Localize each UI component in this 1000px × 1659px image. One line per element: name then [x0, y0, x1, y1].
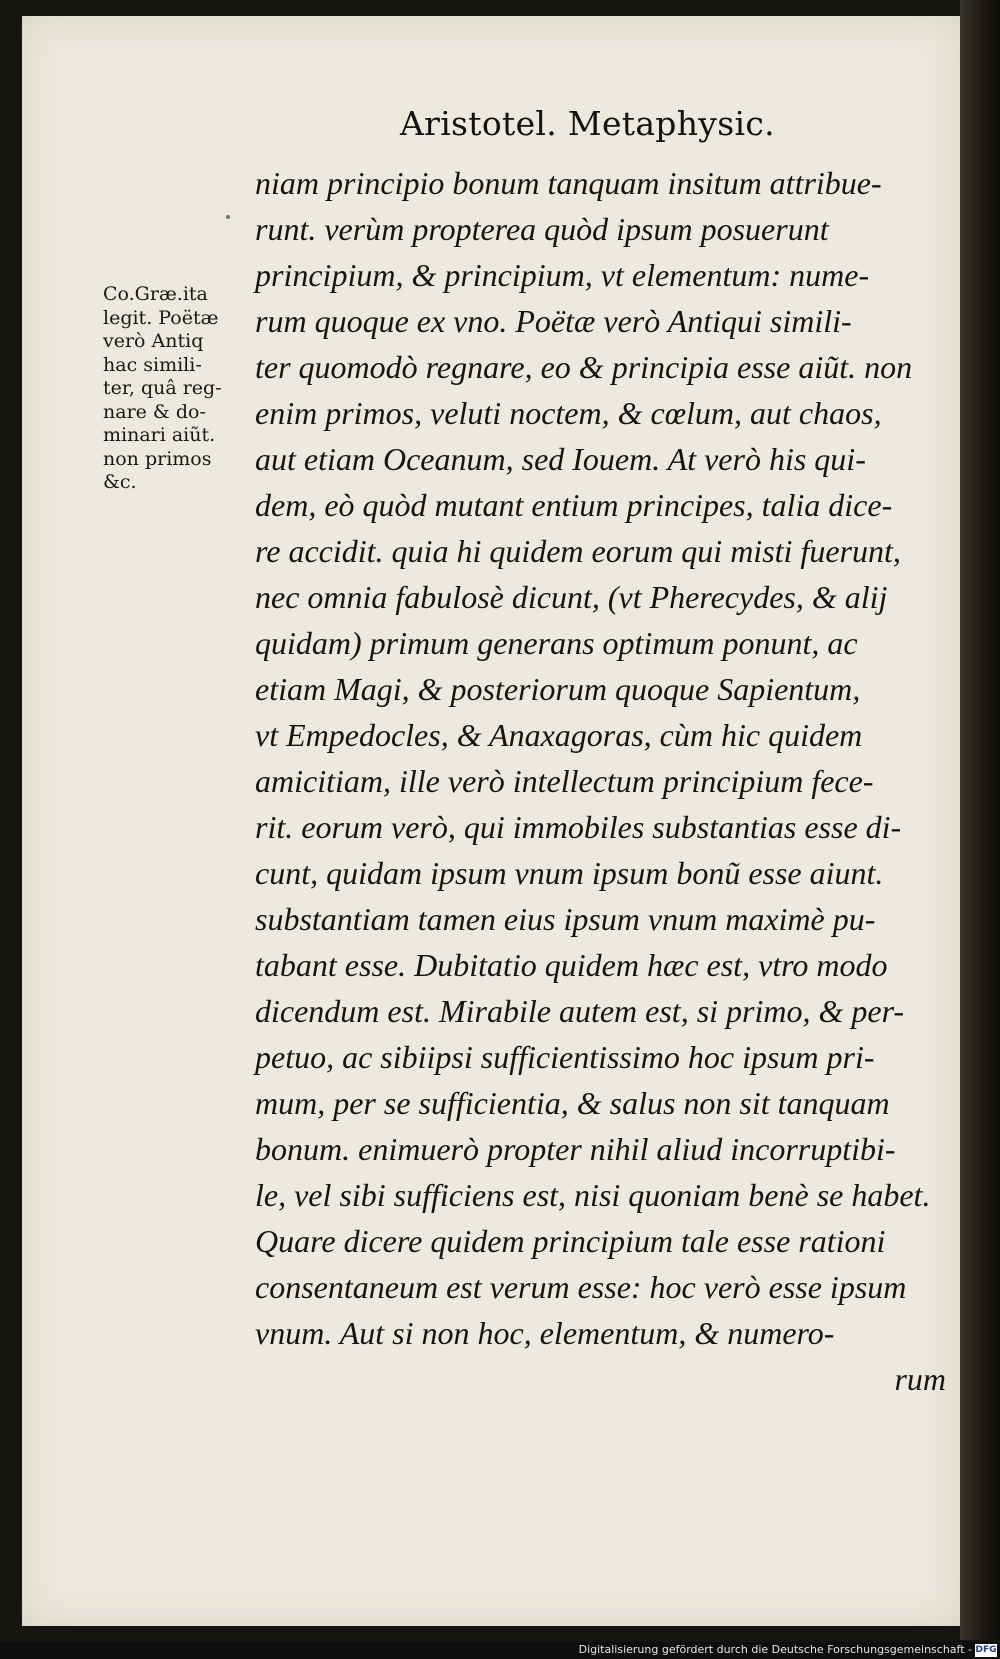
text-line: quidam) primum generans optimum ponunt, ac: [255, 625, 858, 661]
text-line: vnum. Aut si non hoc, elementum, & numero-: [255, 1315, 835, 1351]
text-line: etiam Magi, & posteriorum quoque Sapientum,: [255, 671, 861, 707]
text-line: dem, eò quòd mutant entium principes, talia dice-: [255, 487, 893, 523]
text-line: niam principio bonum tanquam insitum attribue-: [255, 165, 882, 201]
ink-spot: [226, 215, 230, 219]
main-text-block: [255, 160, 955, 1402]
text-line: cunt, quidam ipsum vnum ipsum bonũ esse aiunt.: [255, 855, 884, 891]
text-line: consentaneum est verum esse: hoc verò esse ipsum: [255, 1269, 907, 1305]
text-line: rit. eorum verò, qui immobiles substantias esse di-: [255, 809, 902, 845]
text-line: principium, & principium, vt elementum: nume-: [255, 257, 870, 293]
margin-note-line: &c.: [103, 471, 137, 493]
text-line: mum, per se sufficientia, & salus non sit tanquam: [255, 1085, 890, 1121]
text-line: bonum. enimuerò propter nihil aliud incorruptibi-: [255, 1131, 896, 1167]
text-line: substantiam tamen eius ipsum vnum maximè pu-: [255, 901, 876, 937]
text-line: runt. verùm propterea quòd ipsum posuerunt: [255, 211, 829, 247]
text-line: enim primos, veluti noctem, & cœlum, aut chaos,: [255, 395, 882, 431]
running-head: Aristotel. Metaphysic.: [400, 104, 775, 143]
margin-note-line: Co.Græ.ita: [103, 283, 208, 305]
text-line: petuo, ac sibiipsi sufficientissimo hoc ipsum pri-: [255, 1039, 875, 1075]
margin-note-line: minari aiũt.: [103, 424, 216, 446]
margin-note-line: verò Antiq: [103, 330, 204, 352]
funding-credit: Digitalisierung gefördert durch die Deutsche Forschungsgemeinschaft -: [578, 1643, 972, 1656]
margin-note-line: ter, quâ reg-: [103, 377, 222, 399]
margin-note-line: legit. Poëtæ: [103, 306, 219, 329]
text-line: le, vel sibi sufficiens est, nisi quoniam benè se habet.: [255, 1177, 931, 1213]
margin-note: [103, 283, 253, 495]
text-line: tabant esse. Dubitatio quidem hæc est, vtro modo: [255, 947, 888, 983]
catchword: rum: [894, 1361, 946, 1397]
page-edge: [960, 0, 1000, 1640]
text-line: aut etiam Oceanum, sed Iouem. At verò his qui-: [255, 441, 866, 477]
margin-note-line: hac simili-: [103, 353, 202, 376]
text-line: ter quomodò regnare, eo & principia esse aiũt. non: [255, 349, 913, 385]
text-line: re accidit. quia hi quidem eorum qui misti fuerunt,: [255, 533, 901, 569]
margin-note-line: non primos: [103, 447, 212, 470]
margin-note-line: nare & do-: [103, 400, 206, 423]
text-line: Quare dicere quidem principium tale esse rationi: [255, 1223, 886, 1259]
text-line: rum quoque ex vno. Poëtæ verò Antiqui simili-: [255, 303, 852, 339]
dfg-logo: DFG: [975, 1645, 997, 1655]
text-line: amicitiam, ille verò intellectum principium fece-: [255, 763, 874, 799]
text-line: vt Empedocles, & Anaxagoras, cùm hic quidem: [255, 717, 863, 753]
text-line: dicendum est. Mirabile autem est, si primo, & per-: [255, 993, 905, 1029]
text-line: nec omnia fabulosè dicunt, (vt Pherecydes, & alij: [255, 579, 888, 615]
